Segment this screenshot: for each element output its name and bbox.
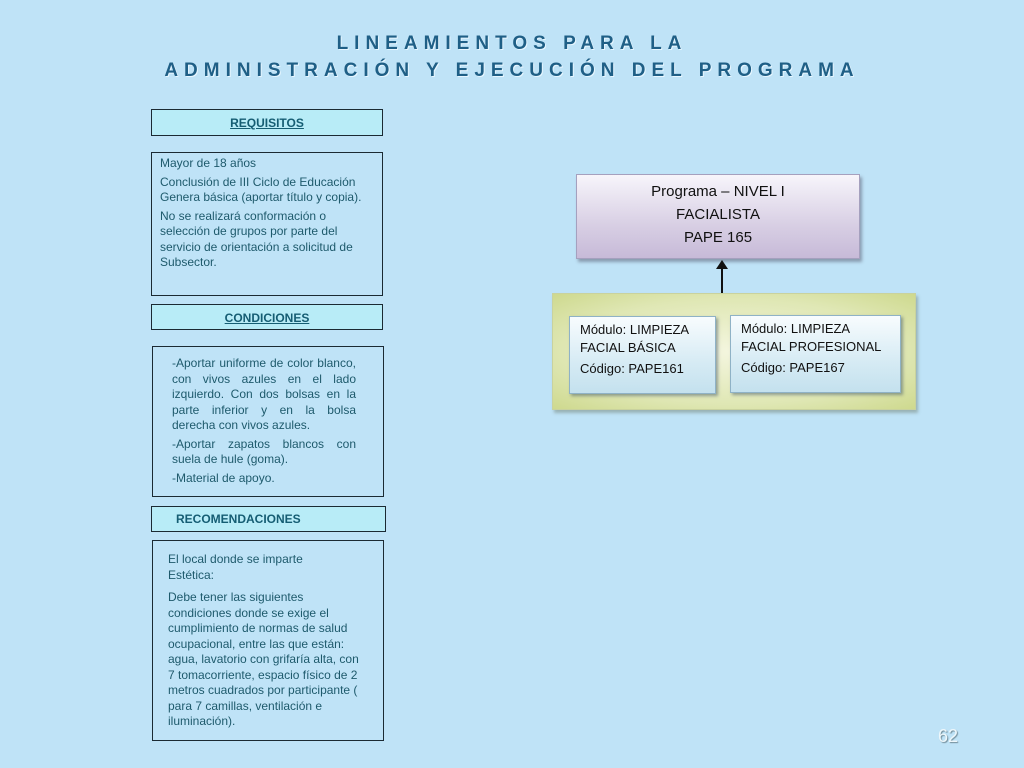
modulo-card-profesional bbox=[730, 315, 901, 393]
arrow-up-icon bbox=[716, 260, 728, 269]
programa-line-1: Programa – NIVEL I bbox=[651, 183, 785, 200]
condiciones-item: -Aportar uniforme de color blanco, con vivos azules en el lado izquierdo. Con dos bolsas en la parte inferior y en la bolsa derecha con vivos azules. bbox=[172, 356, 356, 432]
requisitos-item: Conclusión de III Ciclo de Educación Genera básica (aportar título y copia). bbox=[160, 174, 362, 204]
requisitos-item: Mayor de 18 años bbox=[160, 156, 257, 170]
modulo-card-basica bbox=[569, 316, 716, 394]
programa-box bbox=[576, 174, 860, 259]
requisitos-header bbox=[151, 109, 383, 136]
recomendaciones-item: El local donde se imparte Estética: bbox=[168, 552, 303, 582]
recomendaciones-header bbox=[151, 506, 386, 532]
modulo-codigo: Código: PAPE161 bbox=[580, 361, 684, 376]
condiciones-header-label: CONDICIONES bbox=[224, 311, 310, 325]
condiciones-item: -Aportar zapatos blancos con suela de hule (goma). bbox=[172, 436, 356, 466]
modulo-line-1: Módulo: LIMPIEZA bbox=[741, 321, 851, 336]
condiciones-header bbox=[151, 304, 383, 330]
requisitos-header-label: REQUISITOS bbox=[230, 116, 304, 130]
slide-title-line-1: LINEAMIENTOS PARA LA bbox=[336, 33, 688, 54]
modulos-container bbox=[552, 293, 916, 410]
condiciones-box bbox=[152, 346, 384, 497]
modulo-line-2: FACIAL PROFESIONAL bbox=[741, 339, 882, 354]
recomendaciones-box bbox=[152, 540, 384, 741]
requisitos-item: No se realizará conformación o selección de grupos por parte del servicio de orientación a solicitud de Subsector. bbox=[160, 208, 353, 269]
modulo-line-1: Módulo: LIMPIEZA bbox=[580, 322, 690, 337]
requisitos-box bbox=[151, 152, 383, 296]
slide-title-line-2: ADMINISTRACIÓN Y EJECUCIÓN DEL PROGRAMA bbox=[164, 60, 860, 81]
page-number: 62 bbox=[938, 726, 959, 746]
condiciones-item: -Material de apoyo. bbox=[172, 470, 275, 485]
recomendaciones-header-label: RECOMENDACIONES bbox=[176, 512, 301, 526]
programa-line-2: FACIALISTA bbox=[676, 206, 760, 223]
modulo-line-2: FACIAL BÁSICA bbox=[580, 340, 676, 355]
connector-line bbox=[721, 268, 723, 293]
programa-line-3: PAPE 165 bbox=[683, 229, 753, 246]
modulo-codigo: Código: PAPE167 bbox=[741, 360, 845, 375]
recomendaciones-item: Debe tener las siguientes condiciones donde se exige el cumplimiento de normas de salud ocupacional, entre las que están: agua, lavatorio con grifaría alta, con 7 tomacorriente, espacio físico de 2 metros cuadrados por participante ( para 7 camillas, ventilación e iluminación). bbox=[168, 590, 359, 728]
